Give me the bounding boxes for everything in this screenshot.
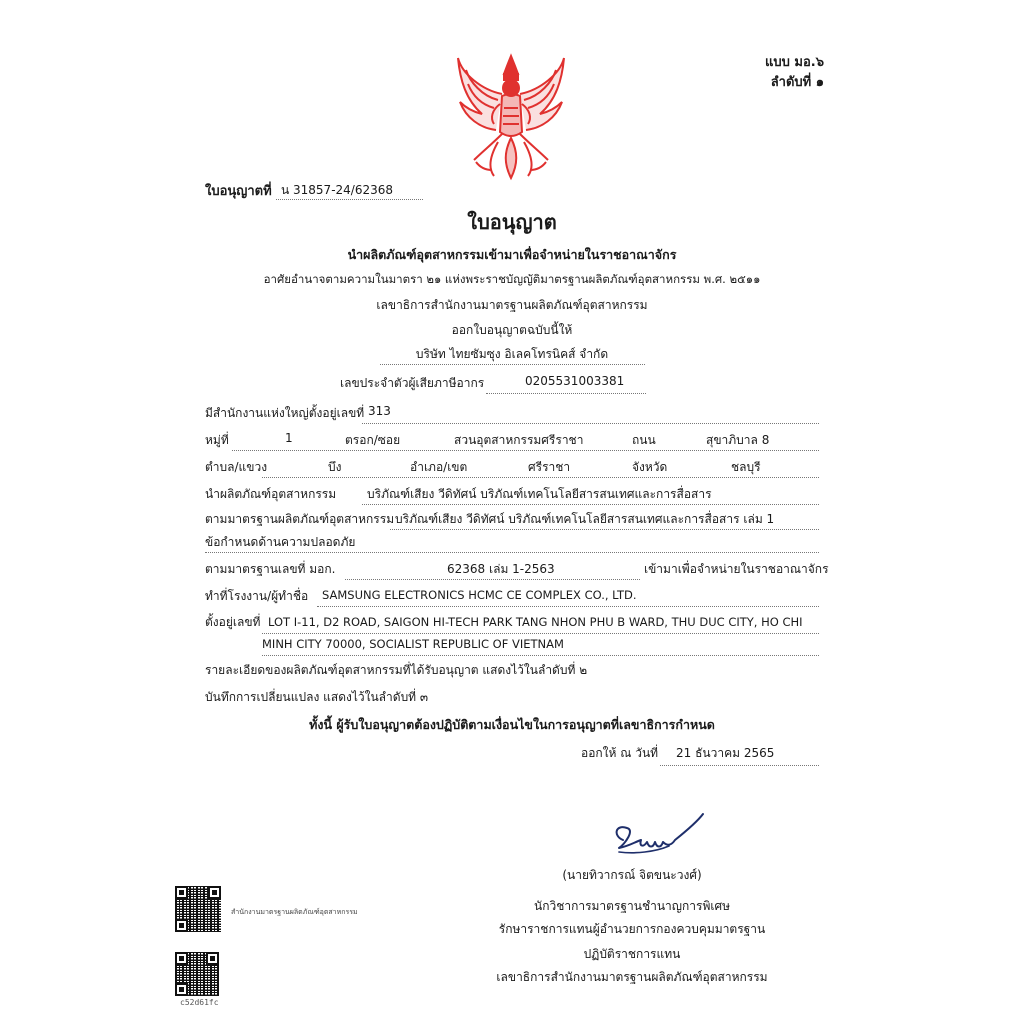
signatory-position-2: รักษาราชการแทนผู้อำนวยการกองควบคุมมาตรฐาน	[498, 922, 766, 936]
factory-label: ทำที่โรงงาน/ผู้ทำชื่อ	[205, 589, 309, 603]
tis-value: 62368 เล่ม 1-2563	[447, 562, 555, 576]
form-code: แบบ มอ.๖	[765, 55, 824, 70]
hq-label: มีสำนักงานแห่งใหญ่ตั้งอยู่เลขที่	[205, 406, 365, 420]
signatory-position-4: เลขาธิการสำนักงานมาตรฐานผลิตภัณฑ์อุตสาหกรรม	[496, 970, 768, 984]
license-number-value: น 31857-24/62368	[281, 183, 394, 197]
tambon-label: ตำบล/แขวง	[205, 460, 268, 474]
qr-code-icon	[175, 886, 221, 932]
product-label: นำผลิตภัณฑ์อุตสาหกรรม	[205, 487, 337, 501]
qr-caption: สำนักงานมาตรฐานผลิตภัณฑ์อุตสาหกรรม	[231, 908, 358, 916]
tax-id-label: เลขประจำตัวผู้เสียภาษีอากร	[340, 376, 485, 390]
issued-date-label: ออกให้ ณ วันที่	[581, 746, 659, 760]
verification-code: c52d61fc	[180, 998, 219, 1007]
moo-label: หมู่ที่	[205, 433, 229, 447]
road-label: ถนน	[632, 433, 656, 447]
license-number-label: ใบอนุญาตที่	[205, 184, 272, 199]
amphoe-label: อำเภอ/เขต	[410, 460, 468, 474]
factory-address-line1: LOT I-11, D2 ROAD, SAIGON HI-TECH PARK TANG NHON PHU B WARD, THU DUC CITY, HO CHI	[268, 615, 803, 629]
soi-label: ตรอก/ซอย	[345, 433, 401, 447]
standard-label: ตามมาตรฐานผลิตภัณฑ์อุตสาหกรรม	[205, 512, 395, 526]
tis-label: ตามมาตรฐานเลขที่ มอก.	[205, 562, 336, 576]
issued-date-value: 21 ธันวาคม 2565	[676, 746, 775, 760]
road-value: สุขาภิบาล 8	[706, 433, 770, 447]
signatory-position-1: นักวิชาการมาตรฐานชำนาญการพิเศษ	[533, 899, 731, 913]
tambon-value: บึง	[328, 460, 342, 474]
factory-address-line2: MINH CITY 70000, SOCIALIST REPUBLIC OF VIETNAM	[262, 637, 564, 651]
standard-value: บริภัณฑ์เสียง วีดิทัศน์ บริภัณฑ์เทคโนโลยีสารสนเทศและการสื่อสาร เล่ม 1	[395, 512, 775, 526]
tax-id-value: 0205531003381	[525, 374, 625, 388]
import-text: เข้ามาเพื่อจำหน่ายในราชอาณาจักร	[644, 562, 829, 576]
soi-value: สวนอุตสาหกรรมศรีราชา	[454, 433, 584, 447]
condition-line: ทั้งนี้ ผู้รับใบอนุญาตต้องปฏิบัติตามเงื่อนไขในการอนุญาตที่เลขาธิการกำหนด	[309, 717, 715, 732]
factory-name: SAMSUNG ELECTRONICS HCMC CE COMPLEX CO., LTD.	[322, 588, 637, 602]
changes-line: บันทึกการเปลี่ยนแปลง แสดงไว้ในลำดับที่ ๓	[205, 690, 429, 704]
authority-line: อาศัยอำนาจตามความในมาตรา ๒๑ แห่งพระราชบัญญัติมาตรฐานผลิตภัณฑ์อุตสาหกรรม พ.ศ. ๒๕๑๑	[263, 272, 761, 286]
garuda-emblem-icon	[452, 52, 570, 182]
province-label: จังหวัด	[632, 460, 668, 474]
hq-number: 313	[368, 404, 391, 418]
document-subtitle: นำผลิตภัณฑ์อุตสาหกรรมเข้ามาเพื่อจำหน่ายในราชอาณาจักร	[347, 247, 677, 262]
issue-line: ออกใบอนุญาตฉบับนี้ให้	[451, 323, 573, 337]
verification-qr-icon	[175, 952, 219, 996]
signatory-name: (นายทิวากรณ์ จิตขนะวงศ์)	[562, 868, 702, 882]
signature	[605, 810, 715, 862]
province-value: ชลบุรี	[731, 460, 761, 474]
order-number: ลำดับที่ ๑	[770, 75, 824, 90]
moo-value: 1	[285, 431, 293, 445]
signatory-position-3: ปฏิบัติราชการแทน	[583, 947, 681, 961]
details-line: รายละเอียดของผลิตภัณฑ์อุตสาหกรรมที่ได้รับอนุญาต แสดงไว้ในลำดับที่ ๒	[205, 663, 588, 677]
amphoe-value: ศรีราชา	[528, 460, 571, 474]
safety-line: ข้อกำหนดด้านความปลอดภัย	[205, 535, 356, 549]
document-title: ใบอนุญาต	[467, 210, 557, 234]
factory-address-label: ตั้งอยู่เลขที่	[205, 615, 261, 629]
product-value: บริภัณฑ์เสียง วีดิทัศน์ บริภัณฑ์เทคโนโลยีสารสนเทศและการสื่อสาร	[367, 487, 712, 501]
company-name: บริษัท ไทยซัมซุง อิเลคโทรนิคส์ จำกัด	[415, 347, 609, 361]
secretary-line: เลขาธิการสำนักงานมาตรฐานผลิตภัณฑ์อุตสาหกรรม	[376, 298, 648, 312]
